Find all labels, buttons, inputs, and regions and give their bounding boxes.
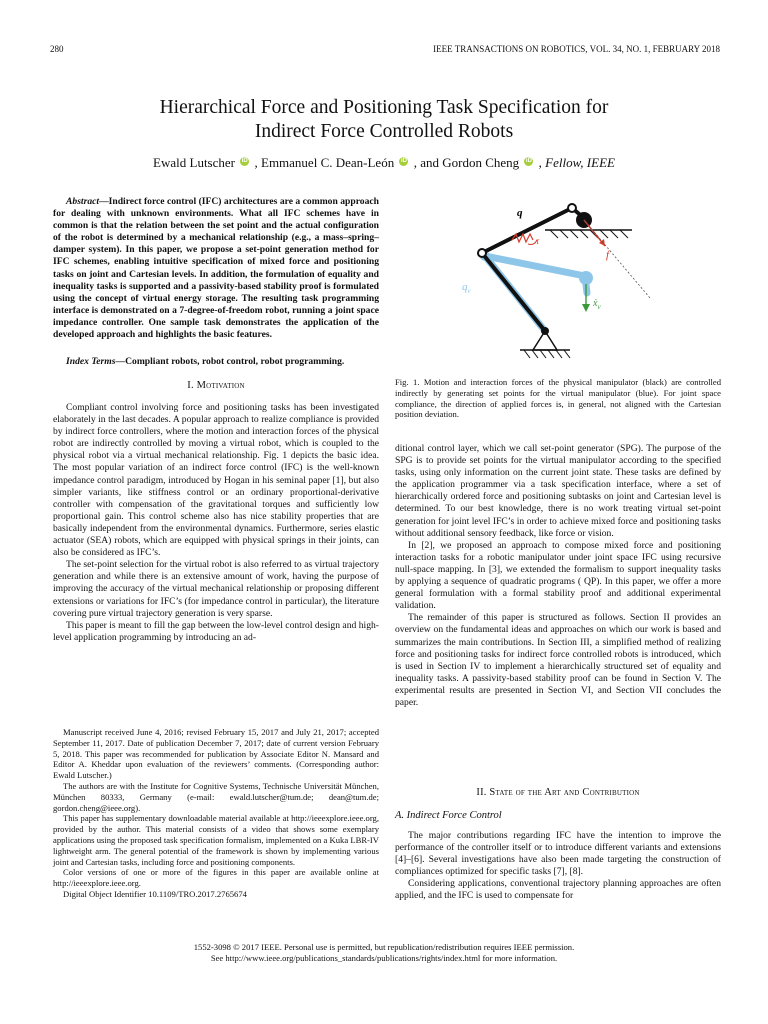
- paragraph: ditional control layer, which we call set-point generator (SPG). The purpose of the SPG is to provide set points for the virtual manipulator according to the specified tasks, using only information on the current joint state. These tasks are defined by the application programmer via a task specification interface, where a set of hierarchically ordered force and positioning subtasks on joint and Cartesian level is determined. To our best knowledge, there is no work treating virtual set-point generation for joint level IFC’s in order to achieve mixed force and positioning tasks without additional sensory feedback, like force or vision.: [395, 443, 721, 539]
- index-terms-lead: Index Terms: [66, 356, 116, 367]
- robot-diagram: [400, 198, 722, 368]
- figure-caption: Fig. 1. Motion and interaction forces of the physical manipulator (black) are controlled indirectly by generating set points for the virtual manipulator (blue). For joint space compliance, the direction of applied forces is, in general, not aligned with the Cartesian position deviation.: [395, 377, 721, 420]
- paper-title: [0, 96, 768, 144]
- paragraph: Compliant control involving force and positioning tasks has been investigated elaborately in the last decades. A popular approach to realize compliance is provided by indirect force controllers, where the motion and interaction forces of the physical robot are indirectly controlled by moving a virtual robot, which is coupled to the physical robot via a virtual mechanical relationship. Fig. 1 depicts the basic idea. The most popular variation of an indirect force control (IFC) is the well-known impedance control paradigm, introduced by Hogan in his seminal paper [1], but also simpler variants, like stiffness control or an ordinary proportional-derivative controller with compensation of the gravitational torques and sufficiently low proportional gain. This control scheme also has nice stability properties that are basically independent from the environmental dynamics. Furthermore, series elastic actuator (SEA) robots, which are equipped with physical springs in their joints, can also be considered as IFC’s.: [53, 402, 379, 559]
- author-name: , Emmanuel C. Dean-León: [254, 155, 395, 170]
- author-name: Ewald Lutscher: [153, 155, 235, 170]
- author-list: [0, 155, 768, 171]
- author-name: , and Gordon Cheng: [413, 155, 520, 170]
- footnote: This paper has supplementary downloadable material available at http://ieeexplore.ieee.org, provided by the author. This material consists of a video that shows some exemplary applications using the proposed task specification formalism, implemented on a Kuka LBR-IV lightweight arm. The general potential of the framework is shown by implementing various joint and Cartesian tasks, including force and positioning components.: [53, 813, 379, 867]
- footnote: Color versions of one or more of the figures in this paper are available online at http://ieeexplore.ieee.org.: [53, 867, 379, 889]
- label-tau: τ: [536, 236, 540, 246]
- label-f: f: [606, 249, 610, 261]
- section-heading: II. State of the Art and Contribution: [476, 787, 640, 798]
- abstract-text: —Indirect force control (IFC) architectures are a common approach for dealing with unknown environments. What all IFC schemes have in common is that the relation between the set point and the actual configuration of the robot is determined by a mechanical relationship (e.g., a mass–spring–damper system). In this paper, we propose a set-point generation method for IFC schemes, enabling intuitive specification of mixed force and positioning tasks on joint and Cartesian levels. In addition, the formulation of equality and inequality tasks is supported and a passivity-based stability proof is formulated using the concept of virtual energy storage. The resulting task programming interface is demonstrated on a 7-degree-of-freedom robot, running a joint space impedance controller. One sample task demonstrates the application of the developed approach and highlights the basic features.: [53, 196, 379, 341]
- title-line-2: Indirect Force Controlled Robots: [254, 121, 514, 142]
- paragraph: The major contributions regarding IFC have the intention to improve the performance of the controller itself or to introduce different variants and extensions [4]–[6]. Several investigations have also been made targeting the construction of compliances optimized for specific tasks [7], [8].: [395, 830, 721, 878]
- index-terms: [53, 356, 379, 368]
- page-number: 280: [50, 44, 64, 54]
- footnote: Manuscript received June 4, 2016; revised February 15, 2017 and July 21, 2017; accepted September 11, 2017. Date of publication December 7, 2017; date of current version February 5, 2018. This paper was recommended for publication by Associate Editor N. Mansard and Editor A. Kheddar upon evaluation of the reviewers’ comments. (Corresponding author: Ewald Lutscher.): [53, 727, 379, 781]
- base-ground: [520, 331, 570, 358]
- top-ground: [545, 230, 632, 238]
- author-suffix: , Fellow, IEEE: [538, 155, 615, 170]
- running-head: IEEE TRANSACTIONS ON ROBOTICS, VOL. 34, NO. 1, FEBRUARY 2018: [433, 44, 720, 54]
- section-heading: I. Motivation: [187, 380, 245, 391]
- subsection-heading: A. Indirect Force Control: [395, 810, 502, 821]
- label-q: q: [517, 207, 523, 219]
- footnote: The authors are with the Institute for Cognitive Systems, Technische Universität München, München 80333, Germany (e-mail: ewald.lutscher@tum.de; dean@tum.de; gordon.cheng@ieee.org).: [53, 780, 379, 813]
- index-terms-text: —Compliant robots, robot control, robot programming.: [115, 356, 345, 367]
- orcid-icon[interactable]: iD: [525, 157, 532, 164]
- copyright-notice: [0, 942, 768, 964]
- abstract-lead: Abstract: [66, 196, 100, 207]
- label-xv: ẋ$_v$: [593, 298, 601, 311]
- section-body: [395, 830, 721, 903]
- orcid-icon[interactable]: iD: [400, 157, 407, 164]
- paragraph: The set-point selection for the virtual robot is also referred to as virtual trajectory generation and while there is an extensive amount of work, having the purpose of improving the accuracy of the virtual mechanical relationship or proposing different extensions or variations for IFC’s (for impedance control in particular), the literature covering pure virtual trajectory generation is very sparse.: [53, 559, 379, 619]
- section-body: [53, 402, 379, 644]
- copyright-line: 1552-3098 © 2017 IEEE. Personal use is permitted, but republication/redistribution requires IEEE permission.: [193, 942, 575, 952]
- orcid-icon[interactable]: iD: [241, 157, 248, 164]
- paragraph: Considering applications, conventional trajectory planning approaches are often applied, and the IFC is used to compensate for: [395, 878, 721, 902]
- footnotes: [53, 727, 379, 900]
- figure-1: [400, 198, 722, 368]
- footnote: Digital Object Identifier 10.1109/TRO.2017.2765674: [63, 888, 247, 899]
- right-column-body: [395, 443, 721, 709]
- abstract: [53, 196, 379, 341]
- paragraph: This paper is meant to fill the gap between the low-level control design and high-level application programming by introducing an ad-: [53, 619, 379, 643]
- paragraph: In [2], we proposed an approach to compose mixed force and positioning interaction tasks for a robotic manipulator under joint space IFC using recursive null-space mapping. In [3], we extended the formalism to support inequality tasks by applying a sequence of quadratic programs ( QP). In this paper, we offer a more general formulation with a formal stability proof and additional experimental validation.: [395, 539, 721, 612]
- title-line-1: Hierarchical Force and Positioning Task Specification for: [159, 97, 609, 118]
- label-qv: $q_v$: [462, 281, 471, 295]
- copyright-link[interactable]: See http://www.ieee.org/publications_standards/publications/rights/index.html for more information.: [210, 953, 558, 963]
- paragraph: The remainder of this paper is structured as follows. Section II provides an overview on the fundamental ideas and approaches on which our work is based and summarizes the main contributions. In Section III, a simplified method of realizing force and positioning tasks for indirect force controlled robots is introduced, which is used in Section IV to implement a hierarchically structured set of equality and inequality tasks. A passivity-based stability proof can be found in Section V. The experimental results are presented in Section VI, and Section VII concludes the paper.: [395, 612, 721, 708]
